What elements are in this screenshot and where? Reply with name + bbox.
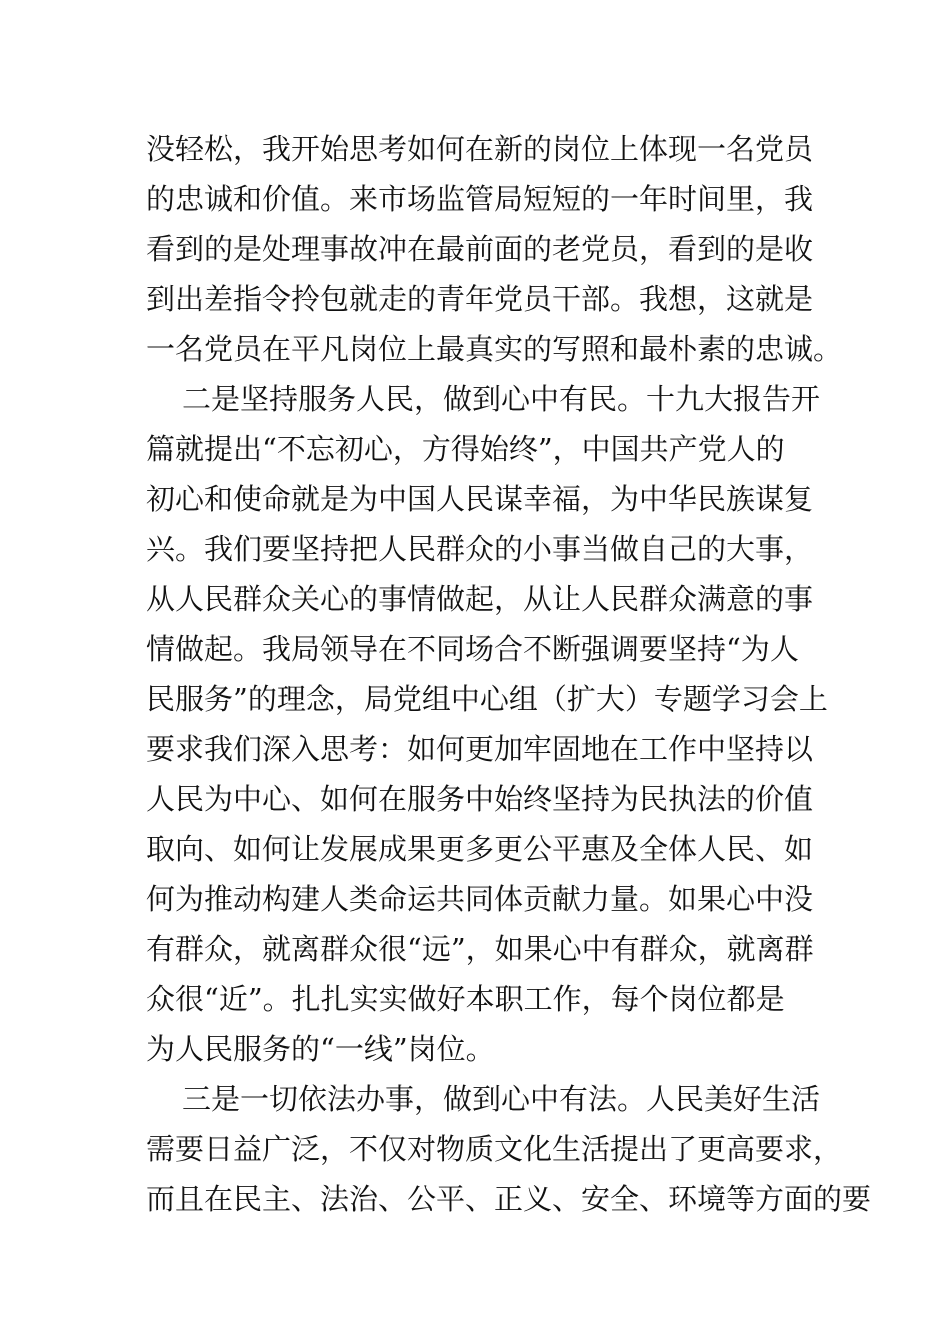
text-line: 需要日益广泛，不仅对物质文化生活提出了更高要求， — [146, 1132, 843, 1166]
text-line: 有群众，就离群众很“远”，如果心中有群众，就离群 — [146, 932, 814, 966]
text-line: 何为推动构建人类命运共同体贡献力量。如果心中没 — [146, 882, 814, 916]
text-line: 从人民群众关心的事情做起，从让人民群众满意的事 — [146, 582, 814, 616]
document-body — [146, 124, 872, 1224]
text-line: 要求我们深入思考：如何更加牢固地在工作中坚持以 — [146, 732, 814, 766]
text-line: 的忠诚和价值。来市场监管局短短的一年时间里，我 — [146, 182, 814, 216]
text-line: 兴。我们要坚持把人民群众的小事当做自己的大事， — [146, 532, 814, 566]
text-line: 众很“近”。扎扎实实做好本职工作，每个岗位都是 — [146, 982, 785, 1016]
paragraph-3-first-line: 三是一切依法办事，做到心中有法。人民美好生活 — [182, 1082, 821, 1116]
text-line: 没轻松，我开始思考如何在新的岗位上体现一名党员 — [146, 132, 814, 166]
text-line: 初心和使命就是为中国人民谋幸福，为中华民族谋复 — [146, 482, 814, 516]
text-line: 看到的是处理事故冲在最前面的老党员，看到的是收 — [146, 232, 814, 266]
text-line: 民服务”的理念，局党组中心组（扩大）专题学习会上 — [146, 682, 828, 716]
text-line: 人民为中心、如何在服务中始终坚持为民执法的价值 — [146, 782, 814, 816]
text-line: 一名党员在平凡岗位上最真实的写照和最朴素的忠诚。 — [146, 332, 843, 366]
text-line: 到出差指令拎包就走的青年党员干部。我想，这就是 — [146, 282, 814, 316]
text-line: 篇就提出“不忘初心，方得始终”，中国共产党人的 — [146, 432, 785, 466]
paragraph-2-first-line: 二是坚持服务人民，做到心中有民。十九大报告开 — [182, 382, 821, 416]
text-line: 为人民服务的“一线”岗位。 — [146, 1032, 495, 1066]
text-line: 情做起。我局领导在不同场合不断强调要坚持“为人 — [146, 632, 799, 666]
text-line: 取向、如何让发展成果更多更公平惠及全体人民、如 — [146, 832, 814, 866]
text-line: 而且在民主、法治、公平、正义、安全、环境等方面的要 — [146, 1182, 872, 1216]
